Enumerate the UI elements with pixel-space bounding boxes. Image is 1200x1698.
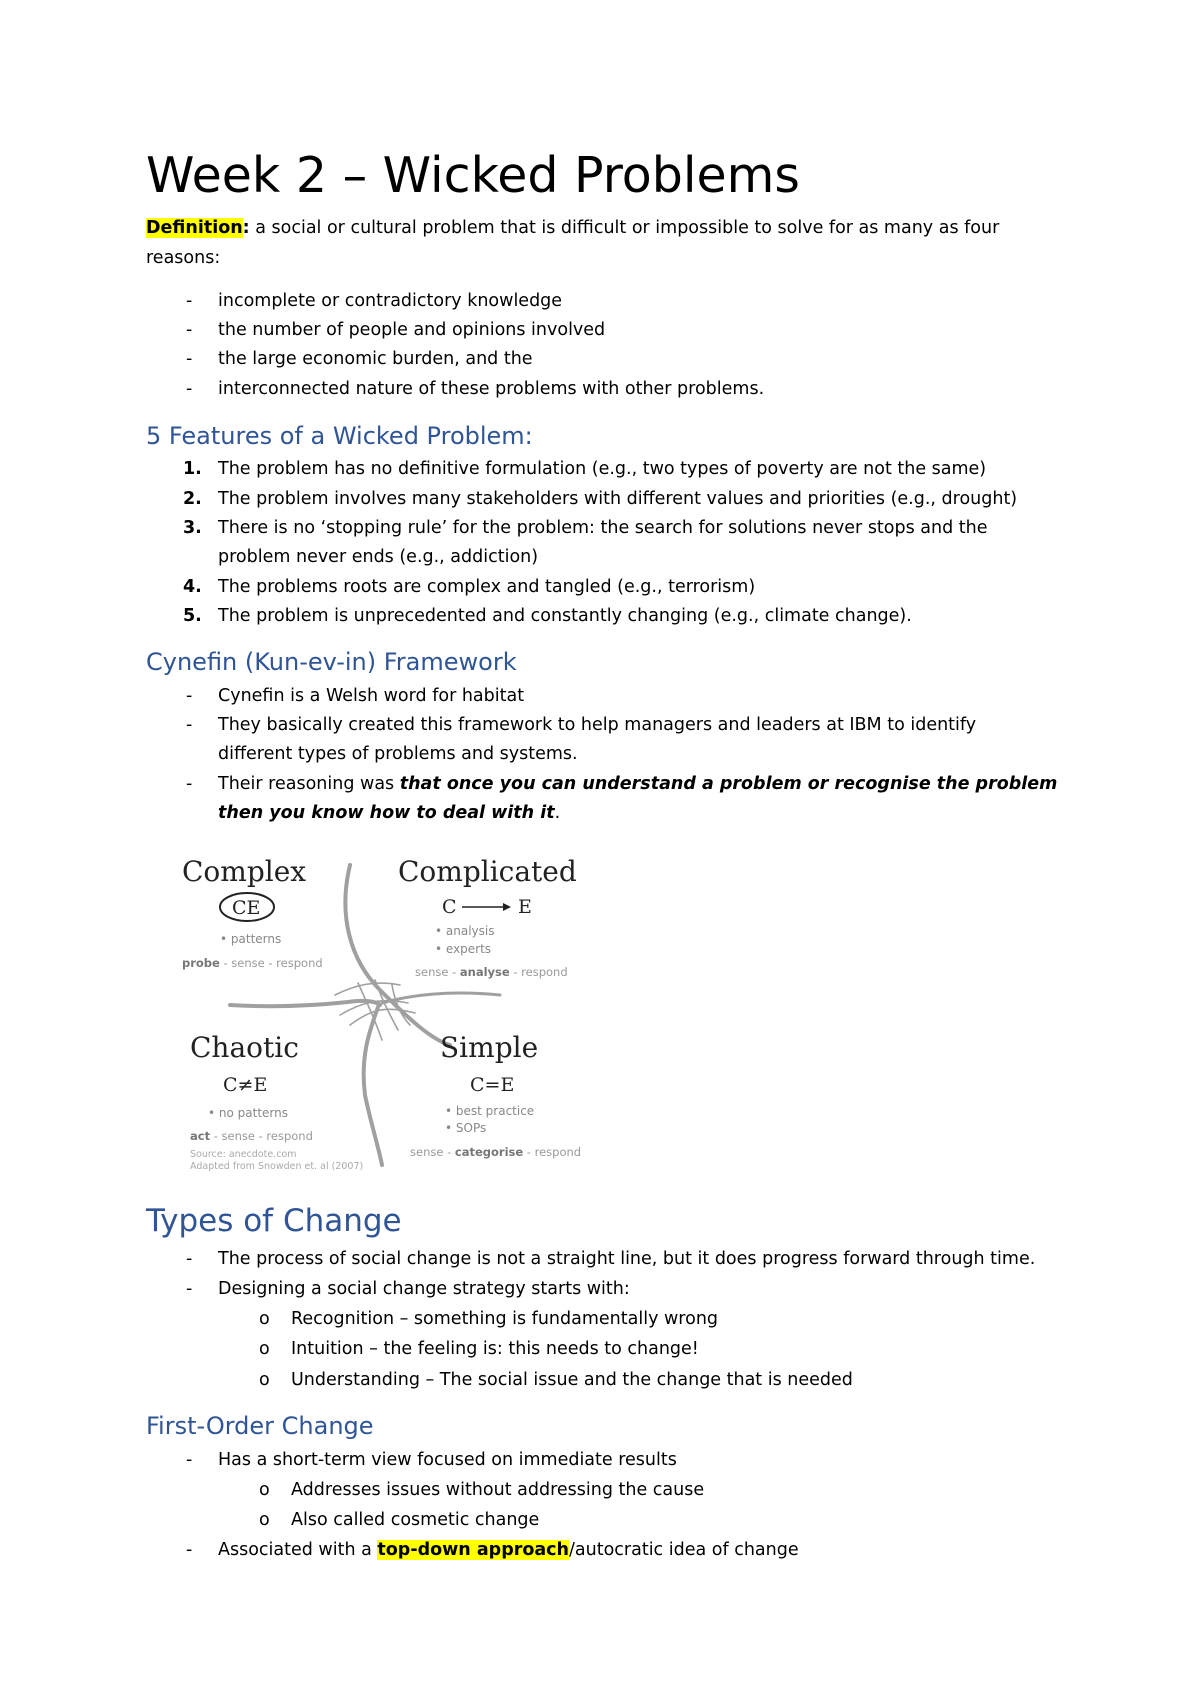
change-sub-item: Recognition – something is fundamentally wrong xyxy=(291,1309,719,1329)
feature-number: 3. xyxy=(183,518,202,538)
simple-title: Simple xyxy=(440,1031,539,1064)
complex-mode-strong: probe xyxy=(182,956,220,970)
sub-bullet: o xyxy=(259,1339,270,1359)
complicated-mode-post: - respond xyxy=(509,965,568,979)
feature-item: The problems roots are complex and tangled (e.g., terrorism) xyxy=(218,577,756,597)
feature-number: 2. xyxy=(183,489,202,509)
chaotic-mode-strong: act xyxy=(190,1129,211,1143)
approach-prefix: Associated with a xyxy=(218,1540,378,1560)
sub-bullet: o xyxy=(259,1370,270,1390)
arrow-head-icon xyxy=(503,903,511,911)
definition-text: a social or cultural problem that is difficult or impossible to solve for as many as four xyxy=(249,218,1000,238)
feature-number: 5. xyxy=(183,606,202,626)
change-bullet: Designing a social change strategy starts with: xyxy=(218,1279,630,1299)
feature-item: There is no ‘stopping rule’ for the problem: the search for solutions never stops and the xyxy=(218,518,988,538)
bullet-dash: - xyxy=(186,349,193,369)
bullet-dash: - xyxy=(186,1249,193,1269)
feature-number: 4. xyxy=(183,577,202,597)
bullet-dash: - xyxy=(186,1450,193,1470)
first-order-sub-item: Also called cosmetic change xyxy=(291,1510,540,1530)
feature-item: The problem involves many stakeholders with different values and priorities (e.g., drought) xyxy=(218,489,1018,509)
sub-bullet: o xyxy=(259,1480,270,1500)
reason-item: the number of people and opinions involved xyxy=(218,320,606,340)
top-down-highlight: top-down approach xyxy=(377,1540,570,1560)
first-order-sub-item: Addresses issues without addressing the cause xyxy=(291,1480,705,1500)
bullet-dash: - xyxy=(186,320,193,340)
reasoning-emphasis: that once you can understand a problem or recognise the problem xyxy=(399,774,1058,794)
first-order-bullet: Has a short-term view focused on immediate results xyxy=(218,1450,677,1470)
reason-item: incomplete or contradictory knowledge xyxy=(218,291,563,311)
cynefin-curves xyxy=(230,865,500,1165)
feature-number: 1. xyxy=(183,459,202,479)
simple-mode-post: - respond xyxy=(523,1145,582,1159)
reasoning-end: . xyxy=(554,803,561,823)
complicated-mode-pre: sense - xyxy=(415,965,460,979)
cynefin-diagram xyxy=(170,845,600,1175)
simple-note: • SOPs xyxy=(445,1121,487,1135)
chaotic-mode-rest: - sense - respond xyxy=(210,1129,313,1143)
reason-item: the large economic burden, and the xyxy=(218,349,533,369)
definition-line-1 xyxy=(146,214,999,243)
cynefin-bullet: Cynefin is a Welsh word for habitat xyxy=(218,686,525,706)
cynefin-bullet: They basically created this framework to help managers and leaders at IBM to identify xyxy=(218,715,977,735)
diagram-source: Source: anecdote.com xyxy=(190,1149,297,1160)
simple-mode-strong: categorise xyxy=(454,1145,524,1159)
sub-bullet: o xyxy=(259,1510,270,1530)
simple-mode-pre: sense - xyxy=(410,1145,455,1159)
complicated-note: • experts xyxy=(435,942,492,956)
bullet-dash: - xyxy=(186,774,193,794)
bullet-dash: - xyxy=(186,1540,193,1560)
complex-mode-rest: - sense - respond xyxy=(219,956,323,970)
bullet-dash: - xyxy=(186,686,193,706)
first-order-heading: First-Order Change xyxy=(146,1412,374,1440)
chaotic-mode xyxy=(190,1129,313,1143)
simple-mode xyxy=(410,1145,581,1159)
chaotic-note: • no patterns xyxy=(208,1106,288,1120)
feature-item: The problem is unprecedented and constantly changing (e.g., climate change). xyxy=(218,606,912,626)
cynefin-bullet-continued xyxy=(218,799,560,828)
bullet-dash: - xyxy=(186,291,193,311)
complicated-note: • analysis xyxy=(435,924,495,938)
reason-item: interconnected nature of these problems with other problems. xyxy=(218,379,765,399)
change-sub-item: Intuition – the feeling is: this needs to change! xyxy=(291,1339,699,1359)
complicated-cause: C xyxy=(442,896,457,918)
complex-symbol: CE xyxy=(232,897,261,919)
feature-item-continued: problem never ends (e.g., addiction) xyxy=(218,547,539,567)
chaotic-title: Chaotic xyxy=(190,1031,299,1064)
reasoning-prefix: Their reasoning was xyxy=(218,774,400,794)
cynefin-heading: Cynefin (Kun-ev-in) Framework xyxy=(146,648,517,676)
complex-mode xyxy=(182,956,323,970)
complicated-effect: E xyxy=(518,896,532,918)
change-bullet: The process of social change is not a straight line, but it does progress forward through time. xyxy=(218,1249,1036,1269)
sub-bullet: o xyxy=(259,1309,270,1329)
chaotic-symbol: C≠E xyxy=(223,1074,268,1096)
complicated-title: Complicated xyxy=(398,855,577,888)
simple-note: • best practice xyxy=(445,1104,535,1118)
reasoning-emphasis-2: then you know how to deal with it xyxy=(218,803,555,823)
page-title: Week 2 – Wicked Problems xyxy=(146,147,800,204)
complex-note: • patterns xyxy=(220,932,282,946)
first-order-bullet xyxy=(218,1536,799,1565)
complicated-mode-strong: analyse xyxy=(459,965,510,979)
change-heading: Types of Change xyxy=(146,1203,402,1239)
diagram-adapted: Adapted from Snowden et. al (2007) xyxy=(190,1161,364,1172)
bullet-dash: - xyxy=(186,379,193,399)
cynefin-bullet xyxy=(218,770,1057,799)
complex-title: Complex xyxy=(182,855,307,888)
bullet-dash: - xyxy=(186,715,193,735)
features-heading: 5 Features of a Wicked Problem: xyxy=(146,422,533,450)
change-sub-item: Understanding – The social issue and the change that is needed xyxy=(291,1370,853,1390)
simple-symbol: C=E xyxy=(470,1074,515,1096)
cynefin-bullet-continued: different types of problems and systems. xyxy=(218,744,578,764)
approach-suffix: /autocratic idea of change xyxy=(569,1540,799,1560)
complicated-mode xyxy=(415,965,568,979)
bullet-dash: - xyxy=(186,1279,193,1299)
definition-line-2: reasons: xyxy=(146,248,221,268)
definition-label: Definition xyxy=(146,218,243,238)
feature-item: The problem has no definitive formulation (e.g., two types of poverty are not the same) xyxy=(218,459,987,479)
definition-colon: : xyxy=(242,218,250,238)
